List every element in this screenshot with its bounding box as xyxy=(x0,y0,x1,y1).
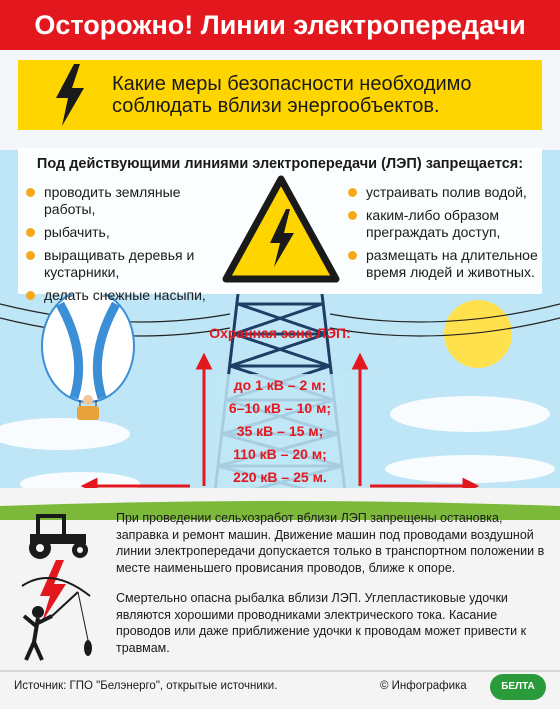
list-item: выращивать деревья и кустарники, xyxy=(26,247,226,281)
hot-air-balloon-icon xyxy=(42,294,134,420)
list-item: каким-либо образом преграждать доступ, xyxy=(348,207,538,241)
zone-item: 6–10 кВ – 10 м; xyxy=(210,397,350,420)
tractor-icon xyxy=(20,510,100,560)
high-voltage-warning-icon xyxy=(222,175,340,285)
fishing-paragraph: Смертельно опасна рыбалка вблизи ЛЭП. Углепластиковые удочки являются хорошими проводниками электрического тока. Касание проводов или даже приближение удочки к проводам может привести к травмам. xyxy=(116,591,527,655)
fisherman-icon xyxy=(12,556,104,664)
sun-icon xyxy=(444,300,512,368)
belta-logo: БЕЛТА xyxy=(490,674,546,700)
zone-item: 110 кВ – 20 м; xyxy=(210,443,350,466)
lightning-bolt-icon xyxy=(48,60,92,130)
banner-text: Какие меры безопасности необходимо соблюдать вблизи энергообъектов. xyxy=(112,73,472,117)
list-item: размещать на длительное время людей и животных. xyxy=(348,247,538,281)
farm-work-paragraph: При проведении сельхозработ вблизи ЛЭП запрещены остановка, заправка и ремонт машин. Движение машин под проводами воздушной линии электропередачи допускается только в транспортном положении в месте наименьшего провисания проводов, ближе к опоре. xyxy=(116,511,545,575)
restrictions-list-left xyxy=(26,184,226,310)
list-item: устраивать полив водой, xyxy=(348,184,538,201)
zone-item: 220 кВ – 25 м. xyxy=(210,466,350,489)
page-title: Осторожно! Линии электропередачи xyxy=(0,0,560,50)
list-item: проводить земляные работы, xyxy=(26,184,226,218)
zone-item: до 1 кВ – 2 м; xyxy=(210,374,350,397)
footer-divider xyxy=(0,670,560,672)
list-item: делать снежные насыпи, xyxy=(26,287,226,304)
list-item: рыбачить, xyxy=(26,224,226,241)
restrictions-title: Под действующими линиями электропередачи (ЛЭП) запрещается: xyxy=(36,156,524,172)
protection-zone-title: Охранная зона ЛЭП: xyxy=(209,325,351,341)
protection-zone-list xyxy=(210,374,350,489)
source-text: Источник: ГПО "Белэнерго", открытые источники. xyxy=(14,680,278,692)
credit-text: © Инфографика xyxy=(380,680,467,692)
zone-item: 35 кВ – 15 м; xyxy=(210,420,350,443)
restrictions-list-right xyxy=(348,184,538,287)
safety-banner xyxy=(18,60,542,130)
